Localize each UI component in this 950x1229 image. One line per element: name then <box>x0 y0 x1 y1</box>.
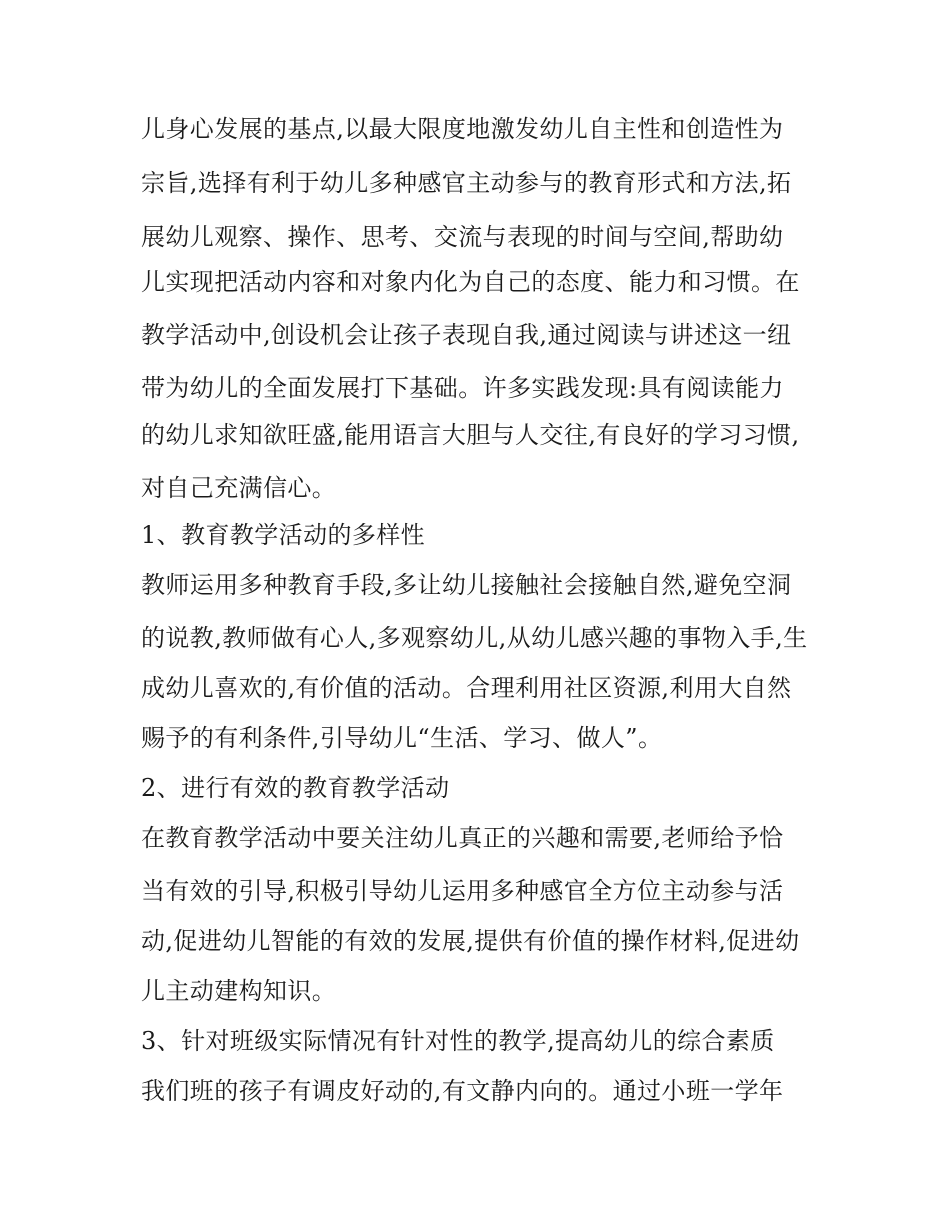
text-line: 带为幼儿的全面发展打下基础。许多实践发现:具有阅读能力 <box>141 374 784 402</box>
text-line: 儿身心发展的基点,以最大限度地激发幼儿自主性和创造性为 <box>141 115 784 143</box>
section-heading: 3、针对班级实际情况有针对性的教学,提高幼儿的综合素质 <box>141 1027 775 1055</box>
text-line: 儿主动建构知识。 <box>141 977 337 1005</box>
text-line: 在教育教学活动中要关注幼儿真正的兴趣和需要,老师给予恰 <box>141 824 784 852</box>
text-line: 当有效的引导,积极引导幼儿运用多种感官全方位主动参与活 <box>141 877 784 905</box>
text-line: 动,促进幼儿智能的有效的发展,提供有价值的操作材料,促进幼 <box>141 927 800 955</box>
text-line: 教学活动中,创设机会让孩子表现自我,通过阅读与讲述这一纽 <box>141 321 792 349</box>
text-line: 宗旨,选择有利于幼儿多种感官主动参与的教育形式和方法,拓 <box>141 169 792 197</box>
text-line: 教师运用多种教育手段,多让幼儿接触社会接触自然,避免空洞 <box>141 571 792 599</box>
text-line: 的说教,教师做有心人,多观察幼儿,从幼儿感兴趣的事物入手,生 <box>141 624 808 652</box>
text-line: 展幼儿观察、操作、思考、交流与表现的时间与空间,帮助幼 <box>141 223 784 251</box>
text-line: 对自己充满信心。 <box>141 474 337 502</box>
text-line: 的幼儿求知欲旺盛,能用语言大胆与人交往,有良好的学习习惯, <box>141 421 800 449</box>
section-heading: 1、教育教学活动的多样性 <box>141 521 426 549</box>
text-line: 我们班的孩子有调皮好动的,有文静内向的。通过小班一学年 <box>141 1077 784 1105</box>
text-line: 赐予的有利条件,引导幼儿“生活、学习、做人”。 <box>141 724 663 752</box>
section-heading: 2、进行有效的教育教学活动 <box>141 774 450 802</box>
text-line: 成幼儿喜欢的,有价值的活动。合理利用社区资源,利用大自然 <box>141 674 792 702</box>
text-line: 儿实现把活动内容和对象内化为自己的态度、能力和习惯。在 <box>141 268 800 296</box>
